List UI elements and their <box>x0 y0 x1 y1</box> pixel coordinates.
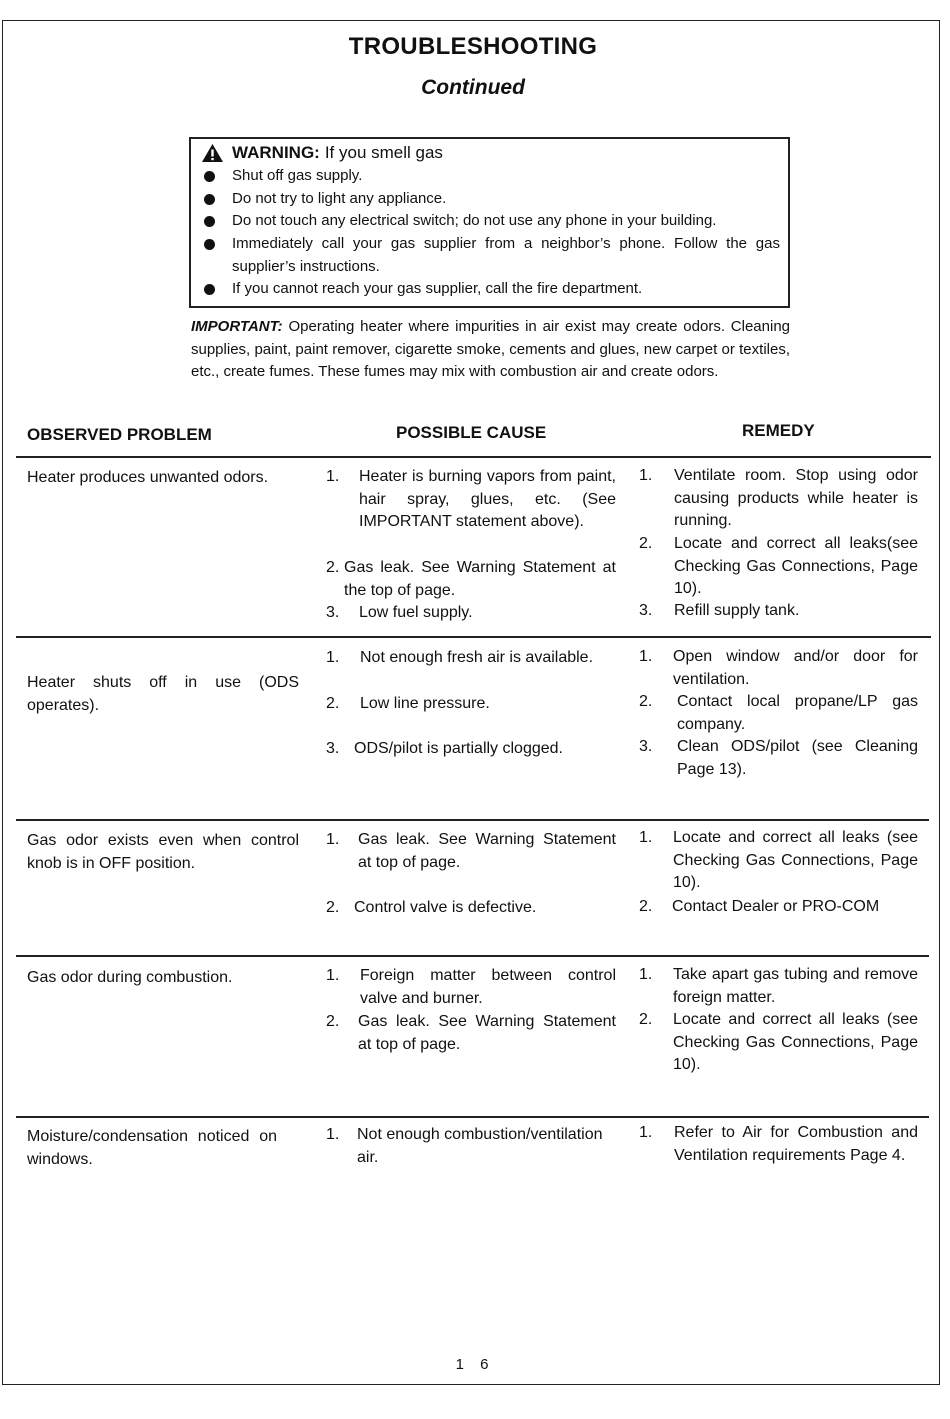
remedy-item <box>639 646 918 691</box>
cause-text: Foreign matter between control valve and burner. <box>360 967 616 1007</box>
remedy-item <box>639 600 918 623</box>
warning-triangle-icon <box>201 143 224 163</box>
remedy-item <box>639 691 918 736</box>
remedy-number: 2. <box>639 535 653 552</box>
remedy-item <box>639 1009 918 1077</box>
remedy-number: 2. <box>639 1011 653 1028</box>
cause-number: 3. <box>326 740 340 757</box>
warning-item <box>204 165 780 188</box>
page-number: 1 6 <box>455 1356 495 1373</box>
cause-number: 1. <box>326 967 340 984</box>
cause-number: 2. <box>326 1013 340 1030</box>
cause-number: 1. <box>326 831 340 848</box>
page-title: TROUBLESHOOTING <box>348 33 598 60</box>
problem-cell: Gas odor exists even when control knob is in OFF position. <box>27 832 299 872</box>
remedy-number: 2. <box>639 898 653 915</box>
problem-cell: Moisture/condensation noticed on windows. <box>27 1128 277 1168</box>
table-divider <box>16 955 929 957</box>
header-possible-cause: POSSIBLE CAUSE <box>396 423 547 442</box>
remedy-number: 1. <box>639 829 653 846</box>
remedy-text: Contact local propane/LP gas company. <box>677 693 918 733</box>
important-text: Operating heater where impurities in air exist may create odors. Cleaning supplies, paint, paint remover, cigarette smoke, cements and glues, new carpet or textiles, etc., create fumes. These fumes may mix with combustion air and create odors. <box>191 318 791 380</box>
remedy-number: 1. <box>639 966 653 983</box>
remedy-text: Refer to Air for Combustion and Ventilation requirements Page 4. <box>674 1124 918 1164</box>
remedy-item <box>639 827 918 895</box>
warning-item-text: Do not touch any electrical switch; do not use any phone in your building. <box>232 212 717 229</box>
cause-number: 2. <box>326 695 340 712</box>
cause-item <box>326 897 616 920</box>
cause-text: Control valve is defective. <box>354 899 537 916</box>
remedy-text: Locate and correct all leaks(see Checking Gas Connections, Page 10). <box>674 535 918 598</box>
cause-number: 1. <box>326 649 340 666</box>
table-divider <box>16 456 931 458</box>
remedy-item <box>639 896 918 919</box>
warning-item-text: Immediately call your gas supplier from a neighbor’s phone. Follow the gas supplier’s instructions. <box>232 235 780 275</box>
warning-item <box>204 188 780 211</box>
header-observed-problem: OBSERVED PROBLEM <box>27 425 212 444</box>
cause-item <box>326 602 616 625</box>
problem-cell: Gas odor during combustion. <box>27 969 233 986</box>
table-divider <box>16 636 931 638</box>
remedy-number: 1. <box>639 1124 653 1141</box>
important-label: IMPORTANT: <box>191 318 283 335</box>
cause-text: Gas leak. See Warning Statement at top of page. <box>358 1013 616 1053</box>
cause-item <box>326 647 616 670</box>
remedy-item <box>639 533 918 601</box>
cause-item <box>326 693 616 716</box>
remedy-number: 3. <box>639 602 653 619</box>
cause-item <box>326 738 616 761</box>
cause-number: 2. <box>326 559 340 576</box>
warning-item-text: Shut off gas supply. <box>232 167 363 184</box>
page-subtitle: Continued <box>421 76 525 99</box>
warning-label: WARNING: <box>232 143 320 162</box>
table-divider <box>16 819 929 821</box>
remedy-text: Open window and/or door for ventilation. <box>673 648 918 688</box>
remedy-text: Locate and correct all leaks (see Checking Gas Connections, Page 10). <box>673 829 918 892</box>
remedy-text: Clean ODS/pilot (see Cleaning Page 13). <box>677 738 918 778</box>
header-remedy: REMEDY <box>742 421 815 440</box>
remedy-number: 1. <box>639 648 653 665</box>
cause-item <box>326 466 616 534</box>
remedy-item <box>639 736 918 781</box>
cause-item <box>326 1011 616 1056</box>
cause-number: 1. <box>326 468 340 485</box>
cause-item <box>326 829 616 874</box>
important-note <box>191 316 790 384</box>
warning-heading-text: If you smell gas <box>324 143 443 162</box>
warning-item-text: If you cannot reach your gas supplier, call the fire department. <box>232 280 643 297</box>
cause-number: 1. <box>326 1126 340 1143</box>
remedy-text: Contact Dealer or PRO-COM <box>672 898 880 915</box>
remedy-text: Refill supply tank. <box>674 602 800 619</box>
cause-text: Not enough combustion/ventilation air. <box>357 1126 603 1166</box>
cause-item <box>326 965 616 1010</box>
remedy-text: Locate and correct all leaks (see Checking Gas Connections, Page 10). <box>673 1011 918 1074</box>
cause-text: Low line pressure. <box>360 695 490 712</box>
bullet-icon <box>204 284 215 295</box>
cause-text: Not enough fresh air is available. <box>360 649 594 666</box>
remedy-item <box>639 1122 918 1167</box>
warning-heading <box>201 143 443 163</box>
cause-text: Gas leak. See Warning Statement at the top of page. <box>344 559 616 599</box>
bullet-icon <box>204 194 215 205</box>
bullet-icon <box>204 216 215 227</box>
remedy-text: Take apart gas tubing and remove foreign matter. <box>673 966 918 1006</box>
cause-item <box>326 557 616 602</box>
problem-cell: Heater shuts off in use (ODS operates). <box>27 674 299 714</box>
cause-text: Gas leak. See Warning Statement at top of page. <box>358 831 616 871</box>
problem-cell: Heater produces unwanted odors. <box>27 469 269 486</box>
remedy-number: 3. <box>639 738 653 755</box>
table-divider <box>16 1116 929 1118</box>
cause-text: ODS/pilot is partially clogged. <box>354 740 563 757</box>
warning-item-text: Do not try to light any appliance. <box>232 190 447 207</box>
warning-item <box>204 210 780 233</box>
remedy-item <box>639 465 918 533</box>
remedy-number: 2. <box>639 693 653 710</box>
cause-item <box>326 1124 618 1169</box>
warning-item <box>204 278 780 301</box>
cause-text: Low fuel supply. <box>359 604 473 621</box>
cause-number: 2. <box>326 899 340 916</box>
warning-item <box>204 233 780 279</box>
bullet-icon <box>204 171 215 182</box>
remedy-number: 1. <box>639 467 653 484</box>
cause-text: Heater is burning vapors from paint, hair spray, glues, etc. (See IMPORTANT statement above). <box>359 468 616 531</box>
cause-number: 3. <box>326 604 340 621</box>
remedy-text: Ventilate room. Stop using odor causing products while heater is running. <box>674 467 918 530</box>
remedy-item <box>639 964 918 1009</box>
bullet-icon <box>204 239 215 250</box>
